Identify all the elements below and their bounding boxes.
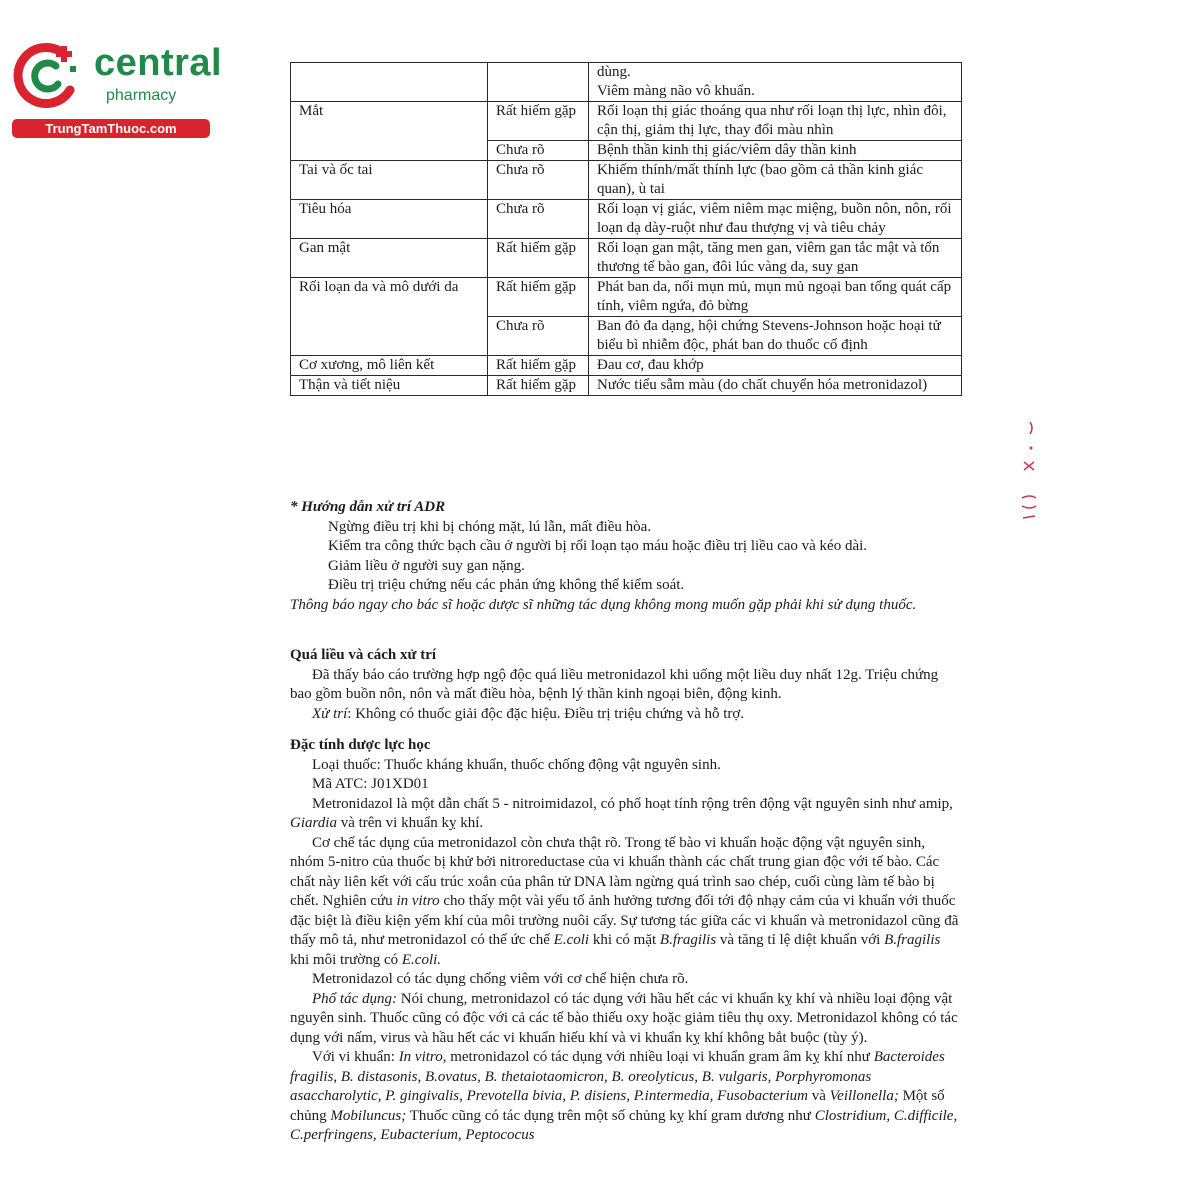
- table-row: [291, 161, 962, 200]
- text-run: Nói chung, metronidazol có tác dụng với hầu hết các vi khuẩn kỵ khí và nhiều loại động vật nguyên sinh. Thuốc cũng có độc với cả các tế bào thiếu oxy hoặc giảm tiêu thụ oxy. Metronidazol không có tác dụng với nấm, virus và hầu hết các vi khuẩn hiếu khí và vi khuẩn kỵ khí không bắt buộc (tùy ý).: [290, 990, 958, 1046]
- adr-item: Giảm liều ở người suy gan nặng.: [328, 557, 525, 574]
- text-run: và: [808, 1088, 830, 1104]
- overdose-paragraph: Đã thấy báo cáo trường hợp ngộ độc quá liều metronidazol khi uống một liều duy nhất 12g. Triệu chứng bao gồm buồn nôn, nôn và mất điều hòa, bệnh lý thần kinh ngoại biên, động kinh.: [290, 666, 939, 702]
- organ-cell: Rối loạn da và mô dưới da: [291, 278, 488, 356]
- organ-cell: Tai và ốc tai: [291, 161, 488, 200]
- adverse-reactions-table: [290, 62, 962, 396]
- overdose-section: [290, 646, 962, 724]
- frequency-cell: Rất hiếm gặp: [488, 356, 589, 376]
- table-row: [291, 376, 962, 396]
- brand-name: central: [94, 42, 223, 84]
- adr-guidance-section: [290, 498, 962, 615]
- organ-cell: Thận và tiết niệu: [291, 376, 488, 396]
- adr-item: Điều trị triệu chứng nếu các phản ứng không thể kiểm soát.: [328, 577, 685, 593]
- text-run: Bacteroides fragilis, B. distasonis, B.ovatus, B. thetaiotaomicron, B. oreolyticus, B. vulgaris, Porphyromonas asaccharolytic, P. gingivalis, Prevotella bivia, P. disiens, P.intermedia, Fusobacterium: [290, 1049, 945, 1104]
- text-run: In vitro: [398, 1049, 443, 1065]
- table-row: [291, 239, 962, 278]
- reaction-cell: Nước tiểu sẫm màu (do chất chuyển hóa metronidazol): [589, 376, 962, 396]
- text-run: E.coli: [553, 932, 590, 948]
- text-run: Một số chủng: [290, 1088, 945, 1124]
- table-row: [291, 63, 962, 102]
- pharmacodynamics-heading: Đặc tính dược lực học: [290, 737, 431, 753]
- brand-logo[interactable]: [10, 38, 223, 138]
- text-run: Clostridium, C.difficile, C.perfringens, Eubacterium, Peptococus: [290, 1107, 958, 1143]
- frequency-cell: [488, 63, 589, 102]
- overdose-treatment: [290, 705, 962, 725]
- table-row: [291, 278, 962, 317]
- text-run: cho thấy một vài yếu tố ảnh hưởng tương đối tới độ nhạy cảm của vi khuẩn với thuốc đặc biệt là điều kiện yếm khí của môi trường nuôi cấy. Sự tương tác giữa các vi khuẩn và metronidazol cũng đã thấy mô tả, như metronidazol có thể ức chế: [290, 893, 959, 948]
- pharma-paragraph-1: [290, 795, 962, 834]
- frequency-cell: Rất hiếm gặp: [488, 239, 589, 278]
- table-row: [291, 356, 962, 376]
- atc-code: Mã ATC: J01XD01: [312, 776, 429, 792]
- text-run: B.fragilis: [659, 932, 717, 948]
- organ-cell: [291, 63, 488, 102]
- adr-item: Kiểm tra công thức bạch cầu ở người bị rối loạn tạo máu hoặc điều trị liều cao và kéo dài.: [328, 538, 868, 554]
- organ-cell: Cơ xương, mô liên kết: [291, 356, 488, 376]
- text-run: Thuốc cũng có tác dụng trên một số chủng kỵ khí gram dương như: [406, 1107, 815, 1124]
- organ-cell: Mắt: [291, 102, 488, 161]
- reaction-cell: Bệnh thần kinh thị giác/viêm dây thần kinh: [589, 141, 962, 161]
- text-run: in vitro: [396, 893, 440, 909]
- treatment-text: : Không có thuốc giải độc đặc hiệu. Điều trị triệu chứng và hỗ trợ.: [347, 705, 745, 722]
- reaction-cell: dùng. Viêm màng não vô khuẩn.: [589, 63, 962, 102]
- reaction-cell: Rối loạn vị giác, viêm niêm mạc miệng, buồn nôn, nôn, rối loạn dạ dày-ruột như đau thượng vị và tiêu chảy: [589, 200, 962, 239]
- text-run: B.fragilis: [884, 932, 941, 948]
- stamp-fragment: [1018, 420, 1040, 540]
- frequency-cell: Rất hiếm gặp: [488, 376, 589, 396]
- frequency-cell: Chưa rõ: [488, 317, 589, 356]
- frequency-cell: Chưa rõ: [488, 141, 589, 161]
- frequency-cell: Chưa rõ: [488, 200, 589, 239]
- text-run: Phổ tác dụng:: [312, 990, 397, 1007]
- text-run: Cơ chế tác dụng của metronidazol còn chưa thật rõ. Trong tế bào vi khuẩn hoặc động vật nguyên sinh, nhóm 5-nitro của thuốc bị khử bởi nitroreductase của vi khuẩn thành các chất trung gian độc với tế bào. Các chất này liên kết với cấu trúc xoắn của phân tử DNA làm ngừng quá trình sao chép, cuối cùng làm tế bào bị chết. Nghiên cứu: [290, 834, 940, 909]
- text-run: và tăng tỉ lệ diệt khuẩn với: [716, 932, 885, 948]
- text-run: Veillonella;: [829, 1088, 899, 1104]
- text-run: Metronidazol là một dẫn chất 5 - nitroimidazol, có phổ hoạt tính rộng trên động vật nguyên sinh như amip,: [312, 795, 953, 812]
- reaction-cell: Đau cơ, đau khớp: [589, 356, 962, 376]
- adr-heading: * Hướng dẫn xử trí ADR: [290, 499, 446, 515]
- drug-class: Loại thuốc: Thuốc kháng khuẩn, thuốc chống động vật nguyên sinh.: [312, 756, 721, 773]
- brand-website[interactable]: TrungTamThuoc.com: [12, 119, 210, 138]
- text-run: E.coli.: [401, 951, 442, 968]
- text-run: khi có mặt: [589, 932, 660, 948]
- document-page: [280, 60, 970, 1170]
- text-run: khi môi trường có: [290, 951, 402, 968]
- text-run: Với vi khuẩn:: [312, 1049, 399, 1065]
- pharma-paragraph-4: [290, 990, 962, 1049]
- treatment-label: Xử trí: [312, 705, 348, 722]
- reaction-cell: Phát ban da, nổi mụn mủ, mụn mủ ngoại ban tổng quát cấp tính, viêm ngứa, đỏ bừng: [589, 278, 962, 317]
- frequency-cell: Rất hiếm gặp: [488, 278, 589, 317]
- adr-item: Ngừng điều trị khi bị chóng mặt, lú lẫn, mất điều hòa.: [328, 518, 652, 535]
- pharma-paragraph-2: [290, 834, 962, 971]
- table-row: [291, 102, 962, 141]
- brand-subtitle: pharmacy: [106, 87, 177, 104]
- reaction-cell: Rối loạn gan mật, tăng men gan, viêm gan tắc mật và tổn thương tế bào gan, đôi lúc vàng da, suy gan: [589, 239, 962, 278]
- frequency-cell: Chưa rõ: [488, 161, 589, 200]
- reaction-cell: Khiếm thính/mất thính lực (bao gồm cả thần kinh giác quan), ù tai: [589, 161, 962, 200]
- frequency-cell: Rất hiếm gặp: [488, 102, 589, 141]
- text-run: Giardia: [290, 815, 337, 831]
- reaction-cell: Rối loạn thị giác thoáng qua như rối loạn thị lực, nhìn đôi, cận thị, giảm thị lực, thay đổi màu nhìn: [589, 102, 962, 141]
- pharmacodynamics-section: [290, 736, 962, 1146]
- reaction-cell: Ban đỏ đa dạng, hội chứng Stevens-Johnson hoặc hoại tử biểu bì nhiễm độc, phát ban do thuốc cố định: [589, 317, 962, 356]
- pharma-paragraph-5: [290, 1048, 962, 1146]
- text-run: , metronidazol có tác dụng với nhiều loại vi khuẩn gram âm kỵ khí như: [442, 1049, 874, 1065]
- table-row: [291, 200, 962, 239]
- pharmacy-logo-icon: [12, 40, 82, 110]
- text-run: và trên vi khuẩn kỵ khí.: [336, 815, 484, 831]
- adr-notice: Thông báo ngay cho bác sĩ hoặc dược sĩ những tác dụng không mong muốn gặp phải khi sử dụng thuốc.: [290, 596, 917, 613]
- text-run: Mobiluncus;: [330, 1107, 407, 1124]
- overdose-heading: Quá liều và cách xử trí: [290, 647, 437, 663]
- pharma-paragraph-3: Metronidazol có tác dụng chống viêm với cơ chế hiện chưa rõ.: [312, 971, 689, 987]
- organ-cell: Gan mật: [291, 239, 488, 278]
- organ-cell: Tiêu hóa: [291, 200, 488, 239]
